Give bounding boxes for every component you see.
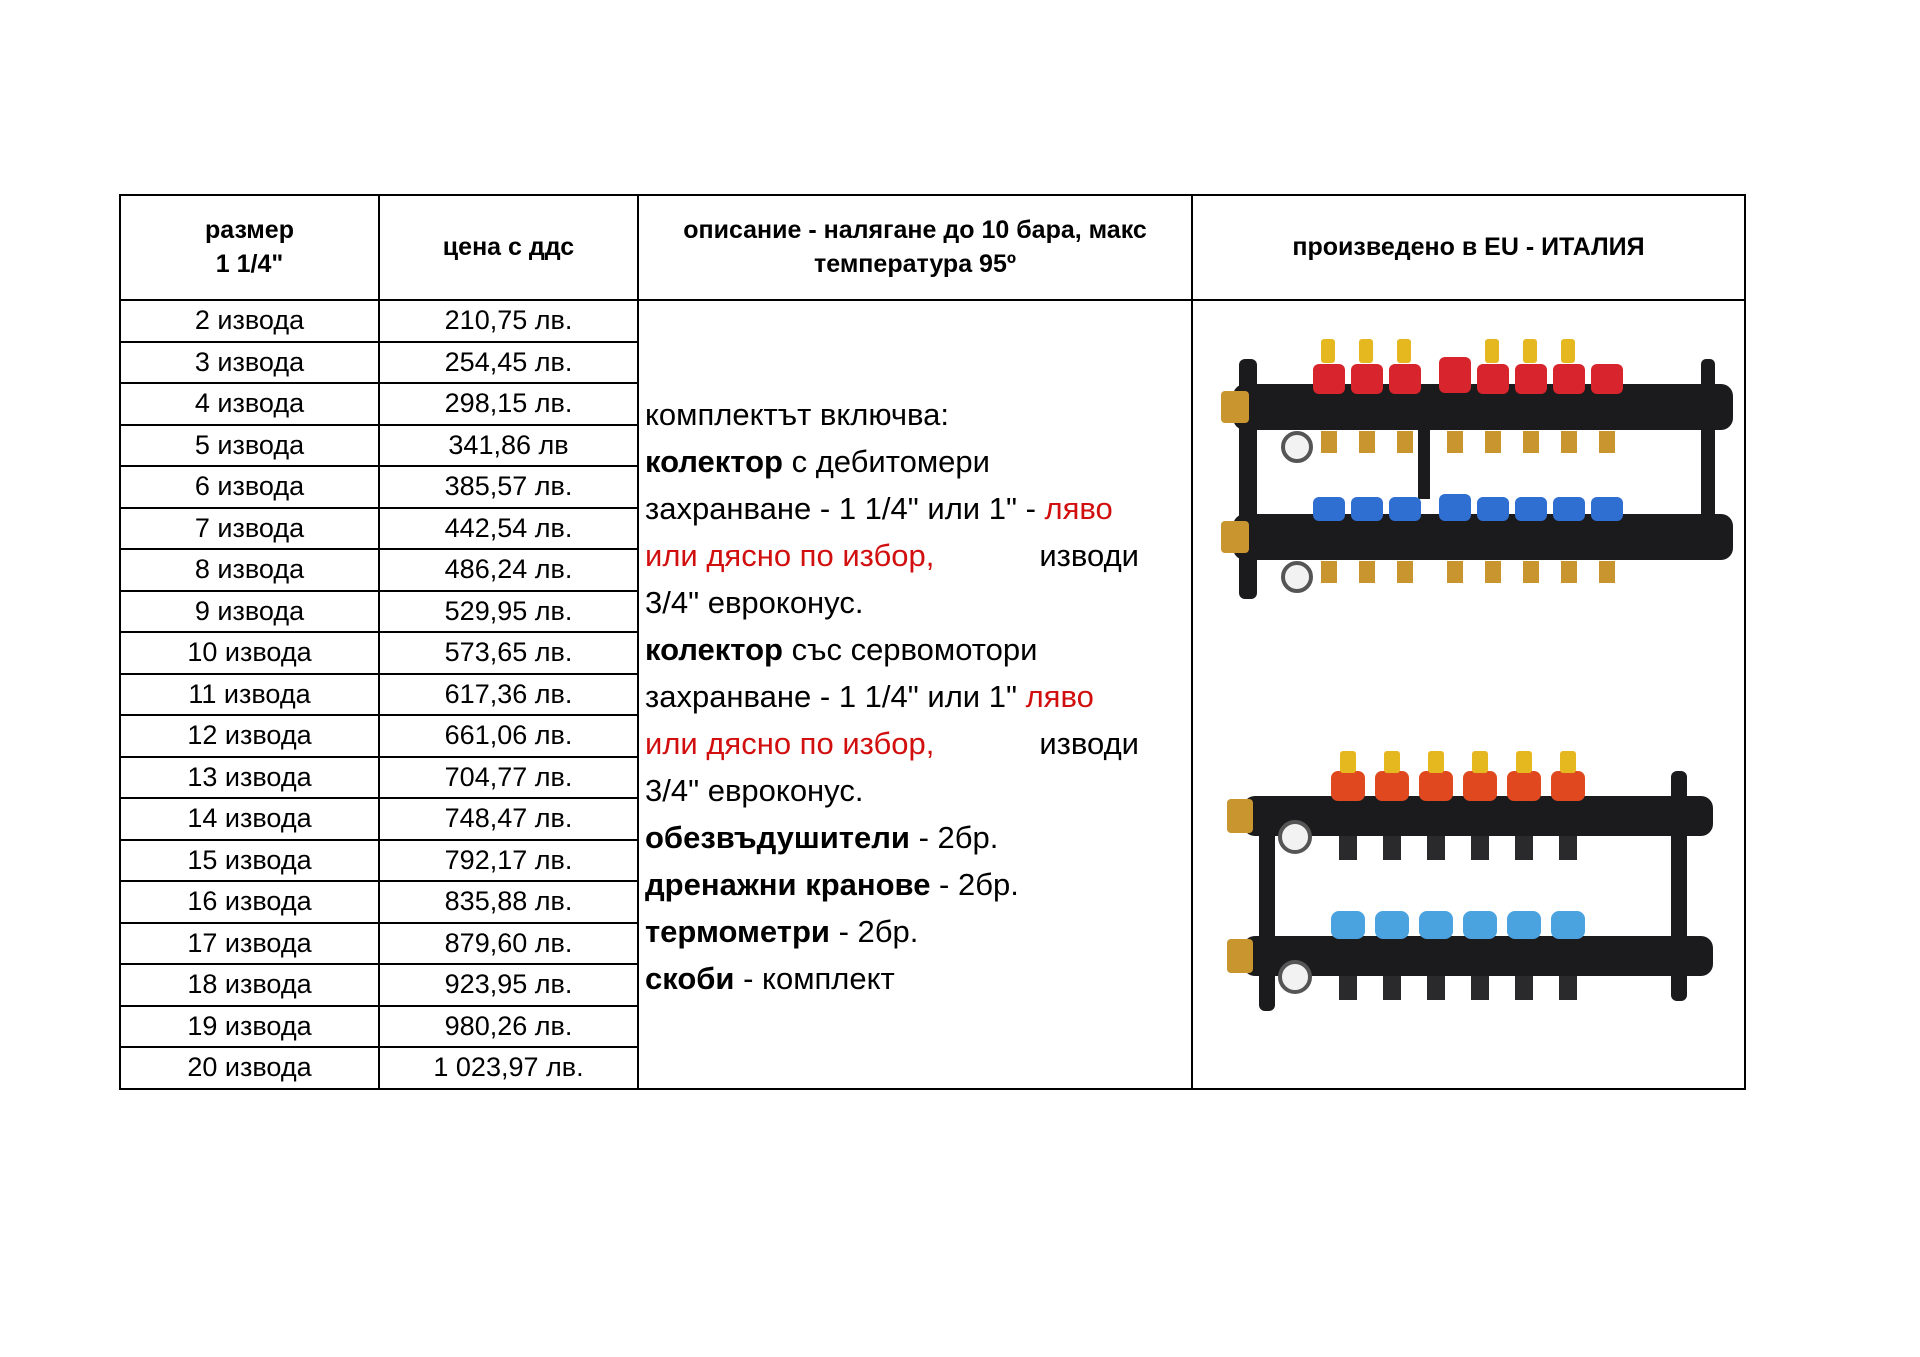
desc-kit2-title [645,626,1181,673]
row-size: 18 извода [120,964,379,1006]
desc-kit1-side [645,532,1181,579]
header-size-line2: 1 1/4" [215,249,284,278]
clips-bold: скоби [645,961,735,996]
desc-kit2-euro: 3/4" евроконус. [645,773,864,808]
row-size: 4 извода [120,383,379,425]
kit1-outlets: изводи [1039,538,1139,573]
kit1-red1: ляво [1044,491,1113,526]
desc-thermometers [645,908,1181,955]
row-price: 298,15 лв. [379,383,638,425]
vents-rest: - 2бр. [909,820,999,855]
desc-vents [645,814,1181,861]
kit1-red2: или дясно по избор, [645,538,935,573]
table-row [120,300,1745,342]
price-sheet [119,194,1744,1091]
row-size: 8 извода [120,549,379,591]
kit2-feed: захранване - 1 1/4" или 1" [645,679,1026,714]
price-table [119,194,1746,1090]
desc-drains [645,861,1181,908]
row-size: 9 извода [120,591,379,633]
price-rows [120,300,1745,1089]
desc-intro: комплектът включва: [645,397,950,432]
row-size: 2 извода [120,300,379,342]
manifold-servomotor-image [1213,741,1733,1031]
header-desc-line1: описание - налягане до 10 бара, макс [683,215,1147,244]
row-size: 12 извода [120,715,379,757]
kit2-rest: със сервомотори [782,632,1038,667]
row-size: 10 извода [120,632,379,674]
drains-bold: дренажни кранове [645,867,931,902]
header-size-line1: размер [205,215,294,244]
row-price: 1 023,97 лв. [379,1047,638,1089]
thermo-rest: - 2бр. [829,914,919,949]
row-price: 748,47 лв. [379,798,638,840]
clips-rest: - комплект [734,961,895,996]
row-price: 341,86 лв [379,425,638,467]
desc-kit2-feed [645,673,1181,720]
row-price: 573,65 лв. [379,632,638,674]
row-size: 19 извода [120,1006,379,1048]
row-size: 17 извода [120,923,379,965]
kit2-bold: колектор [645,632,783,667]
row-price: 661,06 лв. [379,715,638,757]
header-description [638,195,1192,300]
row-price: 792,17 лв. [379,840,638,882]
row-size: 6 извода [120,466,379,508]
row-size: 16 извода [120,881,379,923]
row-price: 835,88 лв. [379,881,638,923]
header-size [120,195,379,300]
row-price: 486,24 лв. [379,549,638,591]
vents-bold: обезвъдушители [645,820,910,855]
desc-kit1-feed [645,485,1181,532]
manifold-flowmeter-image [1213,329,1733,629]
row-price: 210,75 лв. [379,300,638,342]
row-price: 617,36 лв. [379,674,638,716]
header-origin: произведено в EU - ИТАЛИЯ [1192,195,1745,300]
product-photos [1192,300,1745,1089]
drains-rest: - 2бр. [930,867,1019,902]
desc-kit1-euro: 3/4" евроконус. [645,585,864,620]
row-size: 7 извода [120,508,379,550]
row-size: 13 извода [120,757,379,799]
row-size: 5 извода [120,425,379,467]
row-size: 15 извода [120,840,379,882]
kit1-feed: захранване - 1 1/4" или 1" - [645,491,1045,526]
desc-clips [645,955,1181,1002]
row-price: 879,60 лв. [379,923,638,965]
kit2-outlets: изводи [1039,726,1139,761]
kit2-red2: или дясно по избор, [645,726,935,761]
kit2-red1: ляво [1025,679,1094,714]
row-price: 704,77 лв. [379,757,638,799]
header-row [120,195,1745,300]
desc-kit2-side [645,720,1181,767]
row-price: 923,95 лв. [379,964,638,1006]
desc-kit1-title [645,438,1181,485]
row-price: 385,57 лв. [379,466,638,508]
row-price: 254,45 лв. [379,342,638,384]
description-cell [638,300,1192,1089]
header-price: цена с ддс [379,195,638,300]
row-size: 20 извода [120,1047,379,1089]
row-price: 980,26 лв. [379,1006,638,1048]
kit1-rest: с дебитомери [782,444,990,479]
thermo-bold: термометри [645,914,830,949]
row-price: 529,95 лв. [379,591,638,633]
row-size: 11 извода [120,674,379,716]
row-size: 3 извода [120,342,379,384]
kit1-bold: колектор [645,444,783,479]
row-price: 442,54 лв. [379,508,638,550]
header-desc-line2: температура 95º [814,249,1016,278]
row-size: 14 извода [120,798,379,840]
